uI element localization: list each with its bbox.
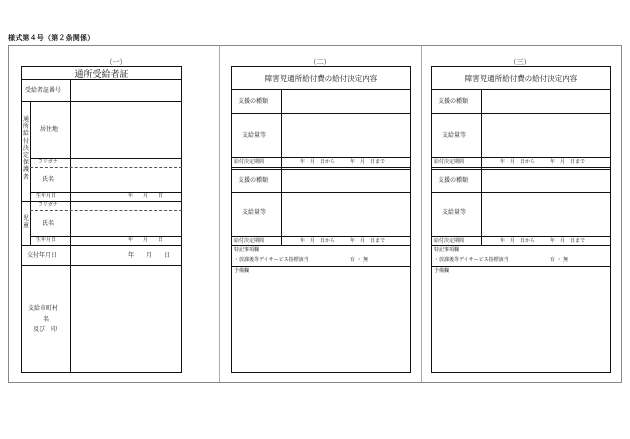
panel1-number: （一） xyxy=(105,58,127,66)
recipient-number-label: 受給者証番号 xyxy=(25,87,62,94)
child-birth-label: 生年月日 xyxy=(36,237,57,243)
panel2-period-label-1: 給付決定期間 xyxy=(234,159,265,165)
municipality-label-3: 及び 印 xyxy=(33,326,58,333)
panel3-period-value-2: 年 月 日から 年 月 日まで xyxy=(500,238,586,244)
panel3-amount-2: 支給量等 xyxy=(442,209,467,216)
panel2-support-type-1: 支援の種類 xyxy=(238,98,269,105)
child-name-label: 氏名 xyxy=(42,220,55,227)
panel2-yes-no: 有 ・ 無 xyxy=(350,257,369,263)
panel2-period-label-2: 給付決定期間 xyxy=(234,238,265,244)
panel3-support-type-2: 支援の種類 xyxy=(438,177,469,184)
panel3-period-value-1: 年 月 日から 年 月 日まで xyxy=(500,159,586,165)
name-label: 氏名 xyxy=(42,176,55,183)
form-label: 様式第４号（第２条関係） xyxy=(8,34,95,42)
furigana-label: フリガナ xyxy=(38,159,58,165)
fold-line-1 xyxy=(219,46,220,382)
panel3-amount-1: 支給量等 xyxy=(442,132,467,139)
panel2-remarks: 予備欄 xyxy=(234,268,250,274)
panel3-title: 障害児通所給付費の給付決定内容 xyxy=(464,74,578,83)
panel2-amount-1: 支給量等 xyxy=(242,132,267,139)
guardian-group-label: 通所給付決定保護者 xyxy=(22,116,29,181)
child-birth-date-value: 年 月 日 xyxy=(128,237,164,243)
panel3-period-label-1: 給付決定期間 xyxy=(434,159,465,165)
panel2-after-school: ・放課後等デイサービス指標該当 xyxy=(234,257,309,263)
panel2-period-value-1: 年 月 日から 年 月 日まで xyxy=(300,159,386,165)
municipality-label-2: 名 xyxy=(43,316,50,323)
child-furigana-label: フリガナ xyxy=(38,202,58,208)
panel3-number: （三） xyxy=(509,58,531,66)
panel1-title-rule xyxy=(21,79,182,80)
address-label: 居住地 xyxy=(40,126,59,133)
panel2-title: 障害児通所給付費の給付決定内容 xyxy=(264,74,378,83)
fold-line-2 xyxy=(421,46,422,382)
panel1-label-divider-lower xyxy=(70,266,71,373)
issue-date-value: 年 月 日 xyxy=(128,252,171,259)
panel3-support-type-1: 支援の種類 xyxy=(438,98,469,105)
issue-date-label: 交付年月日 xyxy=(27,252,58,259)
panel2-support-type-2: 支援の種類 xyxy=(238,177,269,184)
panel2-special-notes: 特記事項欄 xyxy=(234,247,260,253)
birth-date-value: 年 月 日 xyxy=(128,193,164,199)
panel3-remarks: 予備欄 xyxy=(434,268,450,274)
panel3-special-notes: 特記事項欄 xyxy=(434,247,460,253)
panel1-title: 通所受給者証 xyxy=(74,70,129,80)
panel2-number: （二） xyxy=(309,58,331,66)
birth-label: 生年月日 xyxy=(36,193,57,199)
panel3-yes-no: 有 ・ 無 xyxy=(550,257,569,263)
panel2-period-value-2: 年 月 日から 年 月 日まで xyxy=(300,238,386,244)
municipality-label-1: 支給市町村 xyxy=(28,305,59,312)
child-group-label: 児童 xyxy=(22,215,29,230)
panel3-period-label-2: 給付決定期間 xyxy=(434,238,465,244)
panel3-after-school: ・放課後等デイサービス指標該当 xyxy=(434,257,509,263)
panel1-label-divider xyxy=(70,79,71,265)
panel2-amount-2: 支給量等 xyxy=(242,209,267,216)
